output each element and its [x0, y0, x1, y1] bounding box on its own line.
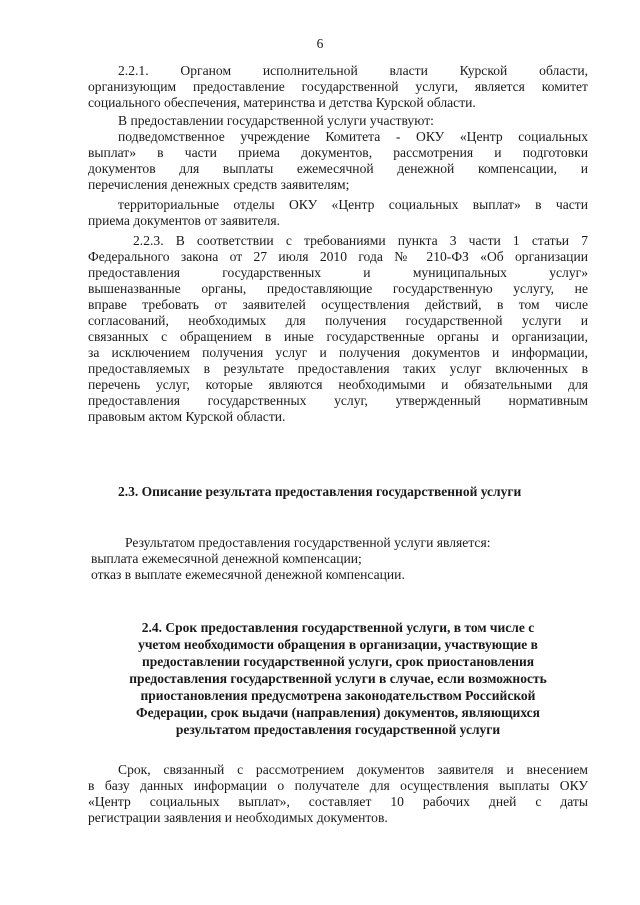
paragraph-2-2-3-line: предоставляемых в результате предоставления таких услуг включенных в [88, 361, 588, 376]
participant-2-line: приема документов от заявителя. [88, 213, 281, 228]
participant-1-line: документов для выплаты ежемесячной денежной компенсации, и [88, 161, 588, 176]
paragraph-2-2-3-line: правовым актом Курской области. [88, 409, 286, 424]
section-heading-2-4-line: результатом предоставления государственной услуги [175, 722, 501, 737]
participant-1-line: перечисления денежных средств заявителям; [88, 177, 350, 192]
paragraph-2-2-3-line: вышеназванные органы, предоставляющие государственную услугу, не [88, 281, 588, 296]
paragraph-2-2-3-line: предоставления государственных и муниципальных услуг» [88, 265, 588, 280]
participants-intro: В предоставлении государственной услуги участвуют: [118, 113, 434, 128]
result-item: выплата ежемесячной денежной компенсации; [91, 551, 362, 566]
term-paragraph-line: Срок, связанный с рассмотрением документов заявителя и внесением [118, 762, 588, 777]
section-heading-2-4-line: 2.4. Срок предоставления государственной услуги, в том числе с [141, 620, 535, 635]
term-paragraph-line: в базу данных информации о получателе для осуществления выплаты ОКУ [88, 778, 588, 793]
section-heading-2-4-line: предоставлении государственной услуги, срок приостановления [141, 654, 535, 669]
term-paragraph-line: регистрации заявления и необходимых документов. [88, 810, 388, 825]
result-item: отказ в выплате ежемесячной денежной компенсации. [91, 567, 405, 582]
paragraph-2-2-3-line: Федерального закона от 27 июля 2010 года № 210-ФЗ «Об организации [88, 249, 588, 264]
paragraph-2-2-3-line: за исключением получения услуг и получения документов и информации, [88, 345, 588, 360]
paragraph-2-2-1-line: организующим предоставление государственной услуги, является комитет [88, 79, 588, 94]
result-intro: Результатом предоставления государственной услуги является: [125, 535, 491, 550]
section-heading-2-4-line: предоставления государственной услуги в случае, если возможность [129, 671, 547, 686]
paragraph-2-2-3-line: перечень услуг, которые являются необходимыми и обязательными для [88, 377, 588, 392]
paragraph-2-2-1-line: 2.2.1. Органом исполнительной власти Курской области, [118, 63, 588, 78]
participant-2-line: территориальные отделы ОКУ «Центр социальных выплат» в части [118, 197, 588, 212]
section-heading-2-4-line: Федерации, срок выдачи (направления) документов, являющихся [136, 705, 540, 720]
paragraph-2-2-3-line: согласований, необходимых для получения государственной услуги и [88, 313, 588, 328]
participant-1-line: выплат» в части приема документов, рассмотрения и подготовки [88, 145, 588, 160]
paragraph-2-2-3-line: связанных с обращением в иные государственные органы и организации, [88, 329, 588, 344]
section-heading-2-4-line: приостановления предусмотрена законодательством Российской [140, 688, 536, 703]
paragraph-2-2-1-line: социального обеспечения, материнства и детства Курской области. [88, 95, 476, 110]
section-heading-2-3: 2.3. Описание результата предоставления государственной услуги [118, 484, 522, 499]
section-heading-2-4-line: учетом необходимости обращения в организации, участвующие в [138, 637, 538, 652]
paragraph-2-2-3-line: вправе требовать от заявителей осуществления действий, в том числе [88, 297, 588, 312]
page-number: 6 [316, 36, 324, 51]
paragraph-2-2-3-line: 2.2.3. В соответствии с требованиями пункта 3 части 1 статьи 7 [133, 233, 588, 248]
term-paragraph-line: «Центр социальных выплат», составляет 10 рабочих дней с даты [88, 794, 588, 809]
participant-1-line: подведомственное учреждение Комитета - ОКУ «Центр социальных [118, 129, 588, 144]
paragraph-2-2-3-line: предоставления государственных услуг, утвержденный нормативным [88, 393, 588, 408]
